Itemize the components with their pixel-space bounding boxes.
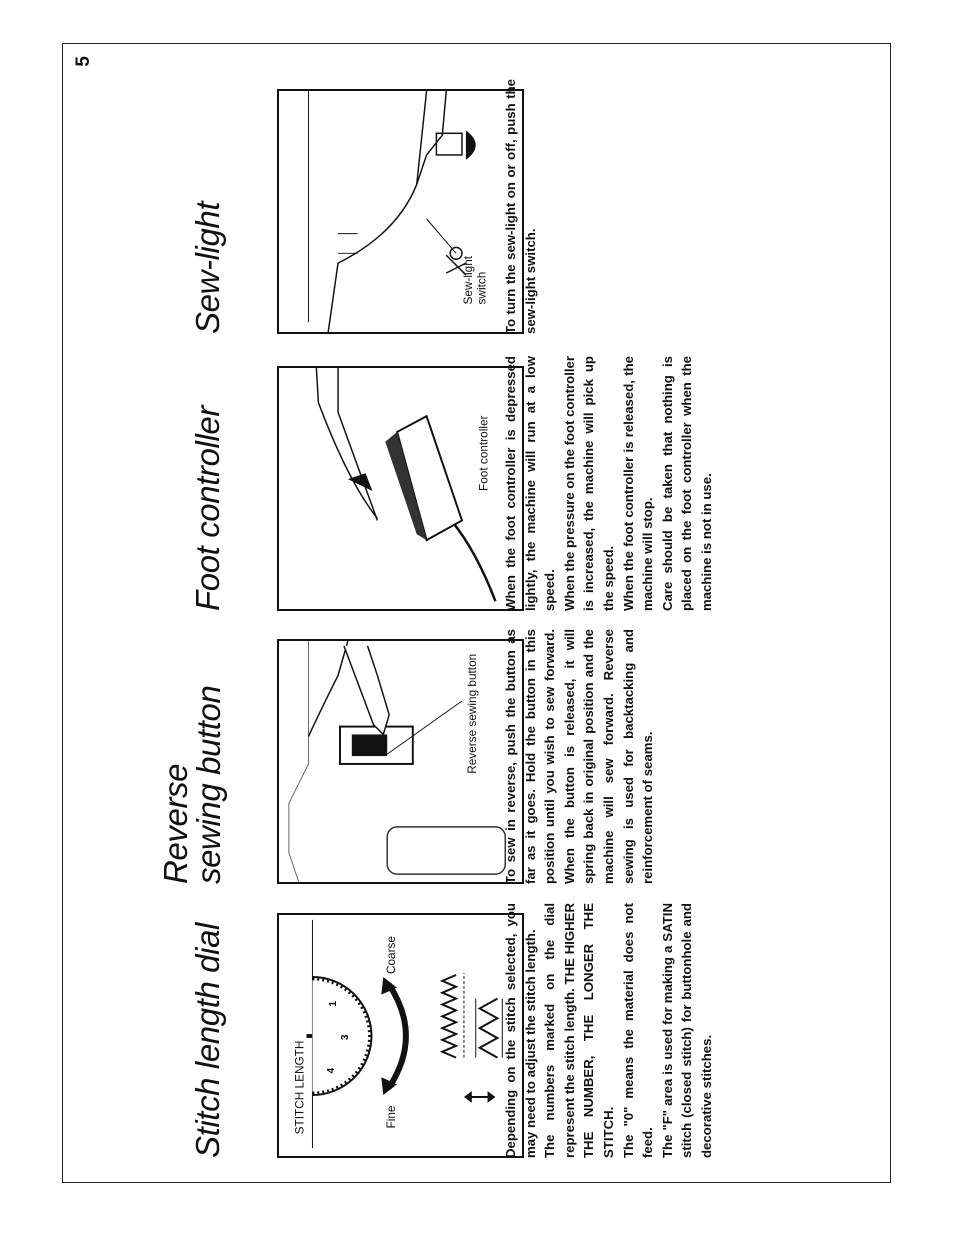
foot-controller-drawing xyxy=(279,368,522,609)
body-paragraph: When the foot controller is depressed lightly, the machine will run at a low speed. xyxy=(503,356,558,611)
body-paragraph: The "0" means the material does not feed. xyxy=(620,903,656,1158)
body-paragraph: To sew in reverse, push the button as far as it goes. Hold the button in this position until you wish to sew forward. When the button is released, it will spring back in original position and the machine will sew forward. Reverse sewing is used for backtacking and reinforcement of seams. xyxy=(503,629,656,884)
svg-text:3: 3 xyxy=(339,1034,351,1040)
coarse-label: Coarse xyxy=(384,935,399,975)
section-heading: Foot controller xyxy=(189,406,226,611)
section-body xyxy=(501,79,540,334)
foot-controller-callout: Foot controller xyxy=(476,415,491,491)
page-number: 5 xyxy=(73,56,94,67)
body-paragraph: Care should be taken that nothing is placed on the foot controller when the machine is not in use. xyxy=(659,356,714,611)
stitch-dial-drawing xyxy=(279,915,522,1156)
body-paragraph: The "F" area is used for making a SATIN stitch (closed stitch) for buttonhole and decorative stitches. xyxy=(659,903,714,1158)
svg-text:1: 1 xyxy=(328,1001,340,1007)
body-paragraph: To turn the sew-light on or off, push the sew-light switch. xyxy=(503,79,538,334)
reverse-button-callout: Reverse sewing button xyxy=(464,653,479,774)
section-reverse-sewing-button xyxy=(63,604,892,884)
section-heading: Stitch length dial xyxy=(189,923,226,1158)
reverse-button-drawing xyxy=(279,641,522,882)
section-foot-controller xyxy=(63,331,892,611)
body-paragraph: Depending on the stitch selected, you may need to adjust the stitch length. xyxy=(503,903,538,1158)
section-stitch-length-dial xyxy=(63,878,892,1158)
fine-label: Fine xyxy=(384,1105,399,1129)
stitch-length-dial-illustration xyxy=(277,913,524,1158)
rotated-page-content xyxy=(63,44,892,1184)
body-paragraph: When the foot controller is released, the machine will stop. xyxy=(620,356,656,611)
section-heading: Reverse sewing button xyxy=(157,685,227,884)
svg-text:4: 4 xyxy=(326,1067,338,1074)
body-paragraph: The numbers marked on the dial represent the stitch length. THE HIGHER THE NUMBER, THE LONGER THE STITCH. xyxy=(542,903,616,1158)
sew-light-drawing xyxy=(279,91,522,332)
dial-title-label: STITCH LENGTH xyxy=(292,1040,307,1135)
section-body xyxy=(501,356,717,611)
section-sew-light xyxy=(63,54,892,334)
page-frame xyxy=(62,43,891,1183)
sew-light-callout-line1: Sew-light xyxy=(460,255,475,305)
body-paragraph: When the pressure on the foot controller is increased, the machine will pick up the speed. xyxy=(561,356,616,611)
sew-light-illustration xyxy=(277,89,524,334)
section-body xyxy=(501,903,717,1158)
reverse-sewing-button-illustration xyxy=(277,639,524,884)
section-body xyxy=(501,629,658,884)
sew-light-callout-line2: switch xyxy=(474,271,489,305)
section-heading: Sew-light xyxy=(189,201,226,334)
foot-controller-illustration xyxy=(277,366,524,611)
